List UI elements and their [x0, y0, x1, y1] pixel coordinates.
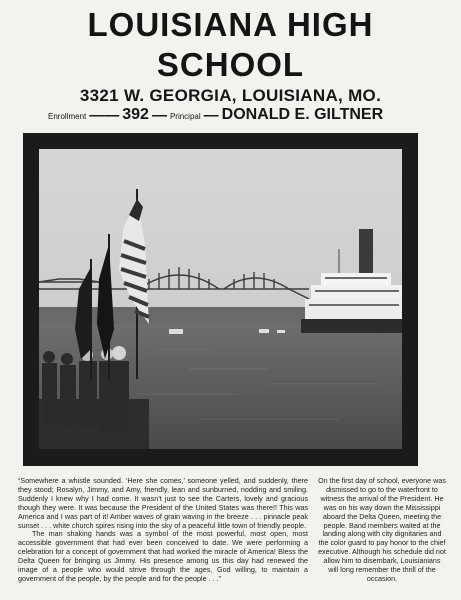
- caption-event-description: [318, 477, 446, 584]
- enrollment-value: 392: [122, 106, 149, 123]
- caption-quote: [18, 477, 308, 584]
- caption-paragraph: “Somewhere a whistle sounded. ‘Here she comes,’ someone yelled, and suddenly, there they stood; Rosalyn, Jimmy, and Amy, friendly, lean and sunburned, nodding and smiling. Suddenly I knew why I had come. It wasn’t just to see the Carters, lovely and gracious though they were. It was because the President of the United States was there!! This was America and I was part of it! Amber waves of grain waving in the breeze . . . pinnacle peak sunset . . . white church spires rising into the sky of a peaceful little town of friendly people.: [18, 476, 308, 530]
- caption-paragraph: On the first day of school, everyone was dismissed to go to the waterfront to witness the arrival of the President. He was on his way down the Mississippi aboard the Delta Queen, meeting the people. Band members waited at the landing along with city dignitaries and the color guard to pay honor to the chief executive. Although his schedule did not allow him to disembark, Louisianians will long remember the thrill of the occasion.: [318, 476, 446, 583]
- principal-name: DONALD E. GILTNER: [221, 106, 384, 123]
- dash-divider: —: [203, 107, 219, 124]
- small-boat: [169, 329, 183, 334]
- photo-illustration: [39, 149, 402, 449]
- page-title-line1: LOUISIANA HIGH: [87, 6, 374, 43]
- principal-label: Principal: [169, 112, 201, 121]
- small-boat: [259, 329, 269, 333]
- caption-paragraph: The man shaking hands was a symbol of the most powerful, most open, most accessible government that had ever been conceived to date. We were performing a celebration for a concept of government that had worked the miracle of America! Bless the Delta Queen for bringing us Jimmy. His presence among us this day had renewed the image of a people who would strive through the ages, God willing, to maintain a government of the people, by the people and for the people . . .”: [18, 529, 308, 583]
- page-title-line2: SCHOOL: [156, 46, 305, 83]
- photo-frame: [23, 133, 418, 466]
- school-stats-line: [48, 104, 448, 124]
- event-photo: [39, 149, 402, 449]
- enrollment-label: Enrollment: [48, 112, 87, 121]
- dash-divider: ——: [89, 107, 120, 124]
- school-address: 3321 W. GEORGIA, LOUISIANA, MO.: [79, 86, 382, 105]
- dash-divider: —: [151, 107, 167, 124]
- small-boat: [277, 330, 285, 333]
